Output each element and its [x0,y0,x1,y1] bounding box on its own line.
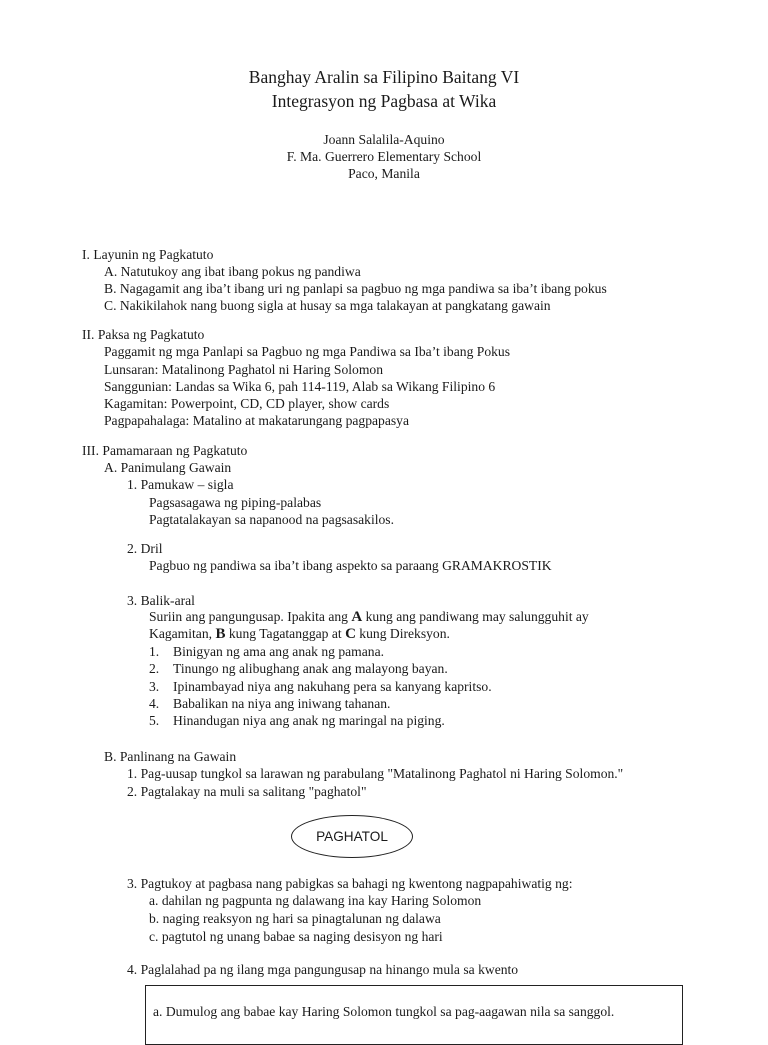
section-1-heading: I. Layunin ng Pagkatuto [82,247,214,262]
kagamitan-line: Kagamitan: Powerpoint, CD, CD player, show cards [104,396,390,411]
letter-b: B [215,626,226,642]
step-1-label: 1. Pamukaw – sigla [127,477,234,492]
objective-a: A. Natutukoy ang ibat ibang pokus ng pandiwa [104,264,361,279]
list-item: 1. Binigyan ng ama ang anak ng pamana. [149,644,385,659]
topic-line: Paggamit ng mga Panlapi sa Pagbuo ng mga Pandiwa sa Iba’t ibang Pokus [104,344,511,359]
author-name: Joann Salalila-Aquino [323,132,445,147]
step-1-line-1: Pagsasagawa ng piping-palabas [149,495,322,510]
step-2-label: 2. Dril [127,541,163,556]
step-3-instruction-2: Kagamitan, B kung Tagatanggap at C kung Direksyon. [149,626,450,642]
list-item: 4. Babalikan na niya ang iniwang tahanan. [149,696,391,711]
paghatol-oval: PAGHATOL [291,815,413,858]
section-3-heading: III. Pamamaraan ng Pagkatuto [82,443,248,458]
sanggunian-line: Sanggunian: Landas sa Wika 6, pah 114-119, Alab sa Wikang Filipino 6 [104,379,496,394]
part-b-step-1: 1. Pag-uusap tungkol sa larawan ng parabulang "Matalinong Paghatol ni Haring Solomon." [127,766,624,781]
document-subtitle: Integrasyon ng Pagbasa at Wika [271,91,497,111]
step-1-line-2: Pagtatalakayan sa napanood na pagsasakilos. [149,512,394,527]
lunsaran-line: Lunsaran: Matalinong Paghatol ni Haring Solomon [104,362,384,377]
list-item: a. dahilan ng pagpunta ng dalawang ina kay Haring Solomon [149,893,482,908]
part-a-heading: A. Panimulang Gawain [104,460,232,475]
step-3-label: 3. Balik-aral [127,593,195,608]
step-2-line: Pagbuo ng pandiwa sa iba’t ibang aspekto sa paraang GRAMAKROSTIK [149,558,552,573]
list-item: c. pagtutol ng unang babae sa naging desisyon ng hari [149,929,443,944]
list-item: 3. Ipinambayad niya ang nakuhang pera sa kanyang kapritso. [149,679,492,694]
step-3-instruction-1: Suriin ang pangungusap. Ipakita ang A kung ang pandiwang may salungguhit ay [149,609,589,625]
section-2-heading: II. Paksa ng Pagkatuto [82,327,205,342]
part-b-step-4-label: 4. Paglalahad pa ng ilang mga pangungusap na hinango mula sa kwento [127,962,519,977]
school-location: Paco, Manila [348,166,420,181]
list-item: 2. Tinungo ng alibughang anak ang malayong bayan. [149,661,448,676]
objective-c: C. Nakikilahok nang buong sigla at husay sa mga talakayan at pangkatang gawain [104,298,551,313]
box-sentence-a: a. Dumulog ang babae kay Haring Solomon tungkol sa pag-aagawan nila sa sanggol. [153,1004,615,1019]
objective-b: B. Nagagamit ang iba’t ibang uri ng panlapi sa pagbuo ng mga pandiwa sa iba’t ibang pokus [104,281,607,296]
part-b-step-3-label: 3. Pagtukoy at pagbasa nang pabigkas sa bahagi ng kwentong nagpapahiwatig ng: [127,876,573,891]
school-name: F. Ma. Guerrero Elementary School [286,149,482,164]
part-b-step-2: 2. Pagtalakay na muli sa salitang "paghatol" [127,784,367,799]
document-title: Banghay Aralin sa Filipino Baitang VI [248,67,520,87]
list-item: 5. Hinandugan niya ang anak ng maringal na piging. [149,713,445,728]
letter-c: C [345,626,356,642]
list-item: b. naging reaksyon ng hari sa pinagtalunan ng dalawa [149,911,441,926]
part-b-heading: B. Panlinang na Gawain [104,749,237,764]
pagpapahalaga-line: Pagpapahalaga: Matalino at makatarungang pagpapasya [104,413,409,428]
letter-a: A [351,609,363,625]
